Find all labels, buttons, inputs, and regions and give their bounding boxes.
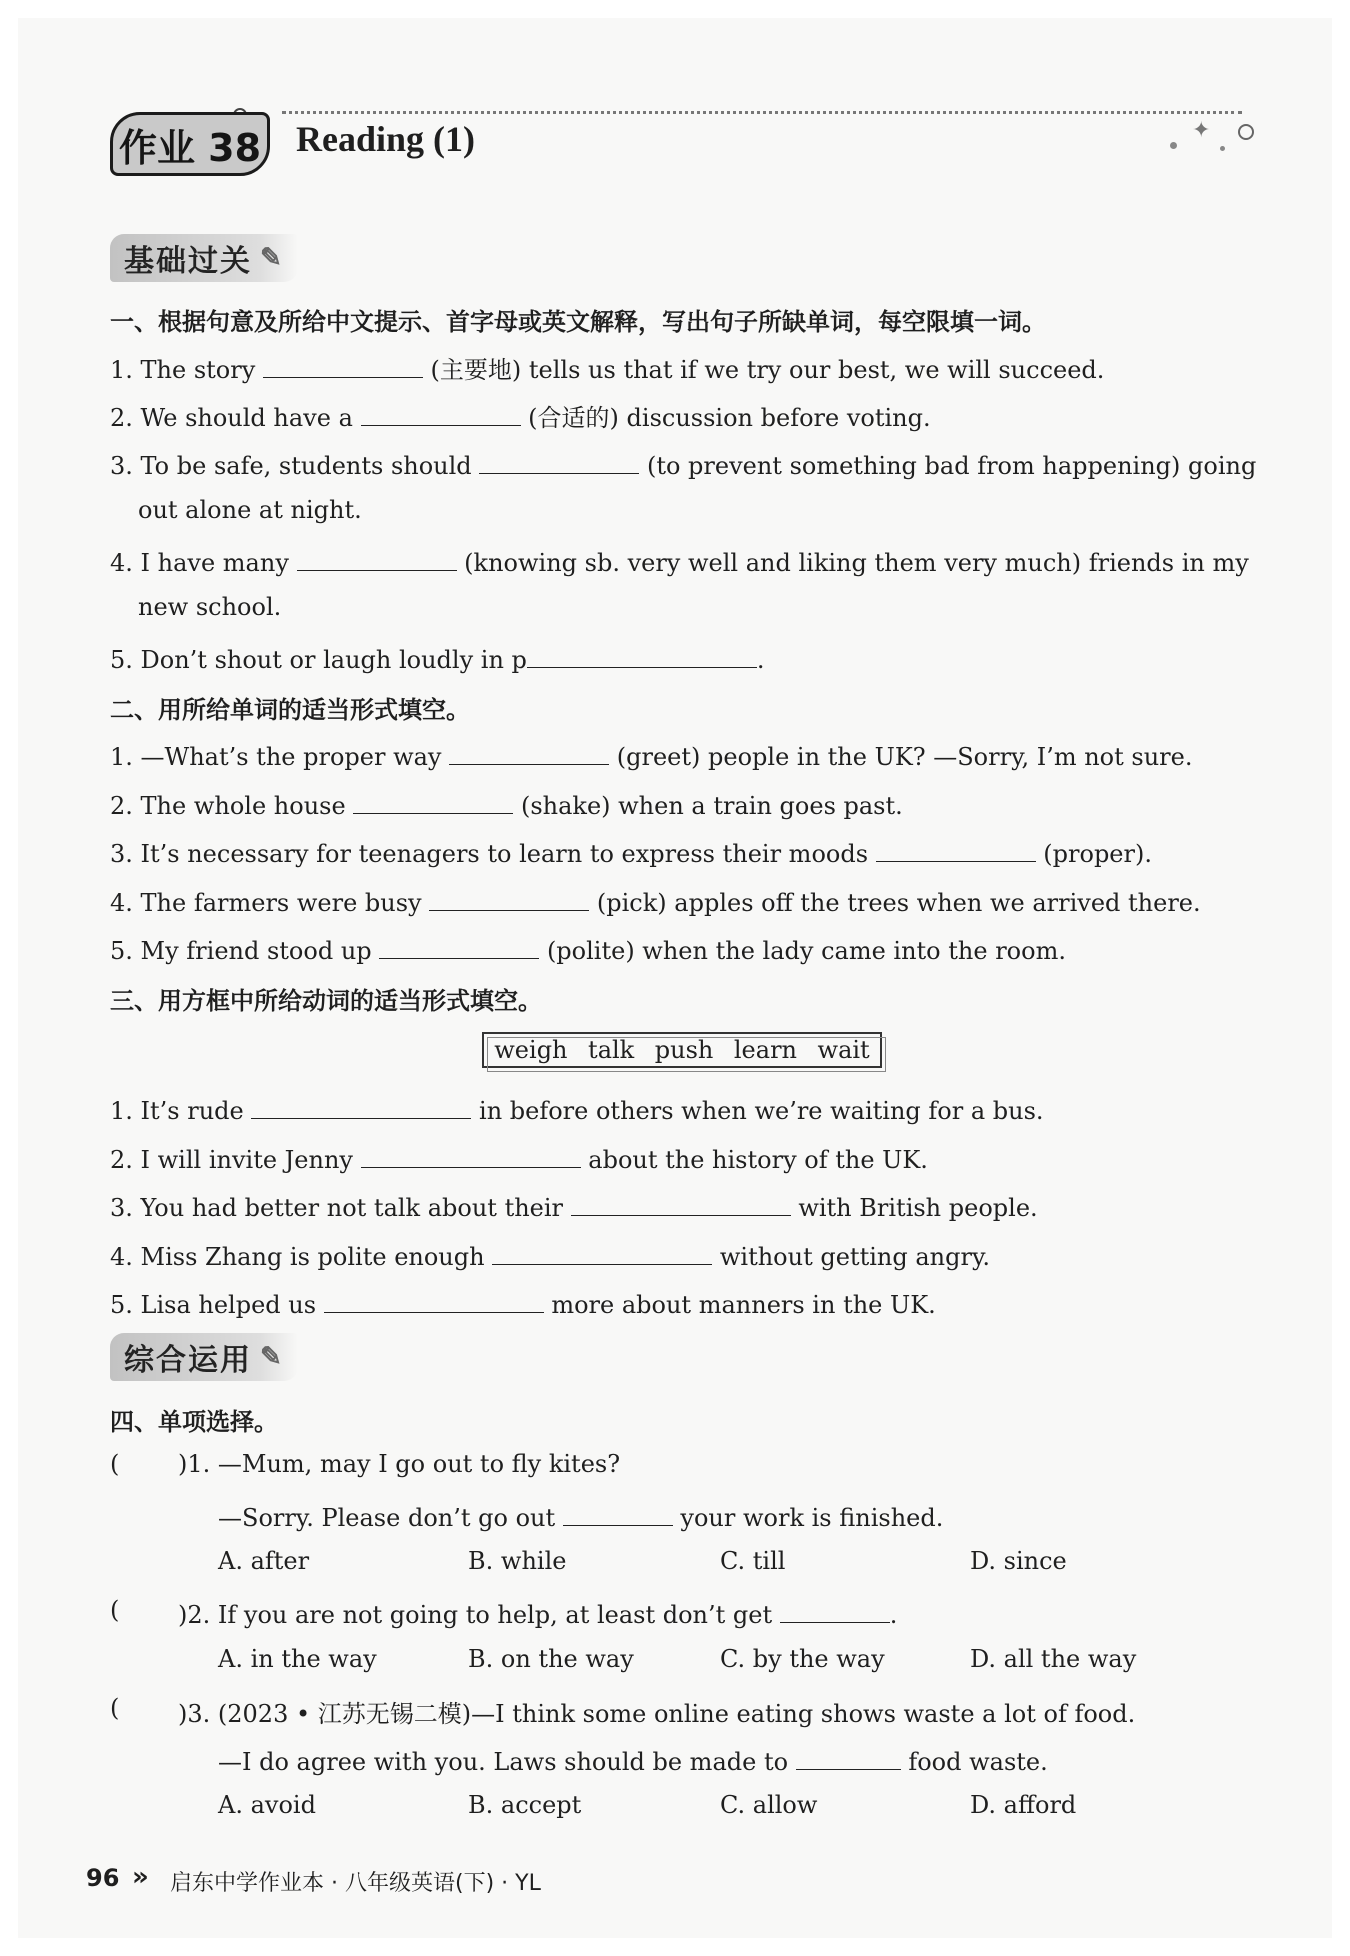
- question-text: 1. The story: [110, 356, 256, 384]
- answer-paren-open[interactable]: (: [110, 1694, 120, 1722]
- question-text: .: [756, 646, 765, 674]
- part2-item-3: [110, 835, 1152, 868]
- part1-heading: 一、根据句意及所给中文提示、首字母或英文解释，写出句子所缺单词，每空限填一词。: [110, 308, 1046, 336]
- question-text: 3. You had better not talk about their: [110, 1194, 564, 1222]
- mc-question-1: )1. —Mum, may I go out to fly kites?: [178, 1450, 621, 1478]
- part4-heading: 四、单项选择。: [110, 1408, 278, 1436]
- question-text: without getting angry.: [719, 1243, 990, 1271]
- part3-item-1: [110, 1092, 1044, 1125]
- question-text: 1. —What’s the proper way: [110, 743, 442, 771]
- answer-blank[interactable]: [429, 884, 589, 911]
- question-text: your work is finished.: [680, 1504, 944, 1532]
- question-text: —Sorry. Please don’t go out: [218, 1504, 556, 1532]
- mc-question-3-line2: [218, 1743, 1048, 1776]
- answer-blank[interactable]: [492, 1238, 712, 1265]
- answer-blank[interactable]: [263, 351, 423, 378]
- answer-blank[interactable]: [527, 641, 757, 668]
- page-number: 96: [86, 1864, 120, 1892]
- option-b[interactable]: B. while: [468, 1547, 567, 1575]
- question-text: (shake) when a train goes past.: [520, 792, 903, 820]
- question-text: .: [889, 1601, 898, 1629]
- answer-paren-open[interactable]: (: [110, 1450, 120, 1478]
- question-text: (polite) when the lady came into the room.: [546, 937, 1066, 965]
- part2-item-2: [110, 787, 903, 820]
- part2-heading: 二、用所给单词的适当形式填空。: [110, 696, 470, 724]
- question-text: 4. I have many: [110, 549, 289, 577]
- part2-item-5: [110, 932, 1066, 965]
- answer-blank[interactable]: [571, 1189, 791, 1216]
- answer-blank[interactable]: [297, 544, 457, 571]
- question-text: 4. The farmers were busy: [110, 889, 422, 917]
- circle-icon: [1238, 124, 1254, 140]
- answer-blank[interactable]: [479, 447, 639, 474]
- question-text: 2. I will invite Jenny: [110, 1146, 353, 1174]
- header-dotted-line: [282, 111, 1242, 114]
- answer-blank[interactable]: [876, 835, 1036, 862]
- question-text: 2. The whole house: [110, 792, 346, 820]
- question-text: 5. Lisa helped us: [110, 1291, 317, 1319]
- part1-item-2: [110, 398, 931, 433]
- option-c[interactable]: C. allow: [720, 1791, 818, 1819]
- option-b[interactable]: B. accept: [468, 1791, 582, 1819]
- option-d[interactable]: D. all the way: [970, 1645, 1137, 1673]
- section-tag-basic: [110, 234, 298, 282]
- word-option: talk: [588, 1036, 635, 1064]
- question-text: in before others when we’re waiting for a bus.: [479, 1097, 1044, 1125]
- answer-blank: [780, 1596, 890, 1623]
- dot-decoration: [1220, 146, 1225, 151]
- answer-blank[interactable]: [251, 1092, 471, 1119]
- answer-paren-open[interactable]: (: [110, 1596, 120, 1624]
- answer-blank[interactable]: [379, 932, 539, 959]
- part3-item-5: [110, 1286, 936, 1319]
- question-text: )2. If you are not going to help, at least don’t get: [178, 1601, 773, 1629]
- question-text: food waste.: [908, 1748, 1048, 1776]
- question-text: (greet) people in the UK? —Sorry, I’m not sure.: [616, 743, 1193, 771]
- option-c[interactable]: C. till: [720, 1547, 786, 1575]
- option-a[interactable]: A. after: [218, 1547, 310, 1575]
- question-text: about the history of the UK.: [588, 1146, 928, 1174]
- assignment-badge: 作业 38: [110, 112, 270, 176]
- question-text: (主要地) tells us that if we try our best, we will succeed.: [430, 356, 1105, 384]
- footer-book-title: 启东中学作业本 · 八年级英语(下) · YL: [170, 1871, 541, 1896]
- question-text: 3. To be safe, students should: [110, 452, 472, 480]
- question-text: with British people.: [798, 1194, 1038, 1222]
- question-text: (proper).: [1043, 840, 1152, 868]
- question-text: 5. Don’t shout or laugh loudly in p: [110, 646, 527, 674]
- answer-blank[interactable]: [361, 1141, 581, 1168]
- option-a[interactable]: A. in the way: [218, 1645, 377, 1673]
- word-option: learn: [733, 1036, 797, 1064]
- option-d[interactable]: D. afford: [970, 1791, 1077, 1819]
- mc-question-2: [178, 1596, 897, 1629]
- part1-item-1: [110, 350, 1104, 385]
- option-d[interactable]: D. since: [970, 1547, 1067, 1575]
- question-text: (合适的) discussion before voting.: [528, 404, 931, 432]
- option-a[interactable]: A. avoid: [218, 1791, 316, 1819]
- question-text: 4. Miss Zhang is polite enough: [110, 1243, 485, 1271]
- option-c[interactable]: C. by the way: [720, 1645, 885, 1673]
- question-text: 1. It’s rude: [110, 1097, 244, 1125]
- question-text: 2. We should have a: [110, 404, 353, 432]
- question-text: (to prevent something bad from happening) going: [646, 452, 1257, 480]
- part3-item-2: [110, 1141, 928, 1174]
- pencil-icon: ✎: [260, 1342, 284, 1372]
- dot-decoration: [1170, 142, 1177, 149]
- part1-item-5: [110, 641, 765, 674]
- question-text: (knowing sb. very well and liking them very much) friends in my: [464, 549, 1249, 577]
- part3-item-3: [110, 1189, 1038, 1222]
- answer-blank[interactable]: [361, 399, 521, 426]
- part1-item-4-cont: new school.: [138, 593, 282, 621]
- mc-question-1-line2: [218, 1499, 943, 1532]
- part3-heading: 三、用方框中所给动词的适当形式填空。: [110, 987, 542, 1015]
- answer-blank[interactable]: [449, 738, 609, 765]
- mc-question-3: )3. (2023 • 江苏无锡二模)—I think some online eating shows waste a lot of food.: [178, 1700, 1136, 1728]
- question-text: more about manners in the UK.: [551, 1291, 936, 1319]
- part1-item-4: [110, 544, 1249, 577]
- section-tag-label: 基础过关: [124, 244, 252, 279]
- answer-blank[interactable]: [324, 1286, 544, 1313]
- part2-item-4: [110, 884, 1201, 917]
- sparkle-icon: ✦: [1192, 118, 1211, 143]
- page-title: Reading (1): [296, 119, 475, 159]
- part1-item-3-cont: out alone at night.: [138, 496, 362, 524]
- double-chevron-icon: »: [132, 1862, 149, 1892]
- question-text: (pick) apples off the trees when we arrived there.: [596, 889, 1201, 917]
- section-tag-label: 综合运用: [124, 1343, 252, 1378]
- word-box: [482, 1032, 882, 1068]
- answer-blank: [796, 1743, 901, 1770]
- section-tag-integrated: [110, 1333, 298, 1381]
- question-text: 3. It’s necessary for teenagers to learn to express their moods: [110, 840, 869, 868]
- answer-blank[interactable]: [353, 787, 513, 814]
- option-b[interactable]: B. on the way: [468, 1645, 634, 1673]
- question-text: 5. My friend stood up: [110, 937, 372, 965]
- word-option: push: [654, 1036, 714, 1064]
- word-option: wait: [817, 1036, 870, 1064]
- part1-item-3: [110, 447, 1256, 480]
- question-text: —I do agree with you. Laws should be made to: [218, 1748, 789, 1776]
- pencil-icon: ✎: [260, 243, 284, 273]
- part3-item-4: [110, 1238, 990, 1271]
- word-option: weigh: [494, 1036, 568, 1064]
- part2-item-1: [110, 738, 1192, 771]
- answer-blank: [563, 1499, 673, 1526]
